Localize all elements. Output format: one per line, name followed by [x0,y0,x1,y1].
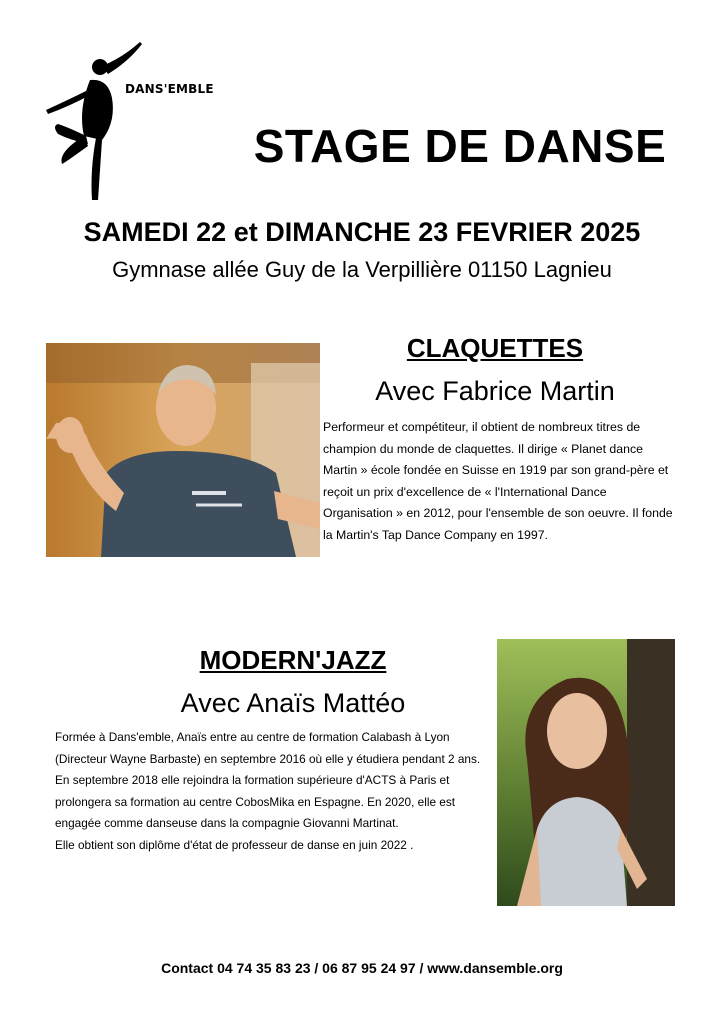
modernjazz-bio-diploma: Elle obtient son diplôme d'état de professeur de danse en juin 2022 . [55,837,414,852]
claquettes-bio-text: Performeur et compétiteur, il obtient de nombreux titres de champion du monde de claquettes. Il dirige « Planet dance Martin » école fondée en Suisse en 1919 par son grand-père et reçoit un prix d'excellence de « l'International Dance Organisation » en 2012, pour l'ensemble de son oeuvre. Il fonde la Martin's Tap Dance Company en 1997. [323,420,673,542]
modernjazz-bio-text: Formée à Dans'emble, Anaïs entre au centre de formation Calabash à Lyon (Directeur Wayne Barbaste) en septembre 2016 où elle y étudiera pendant 2 ans. En septembre 2018 elle rejoindra la formation supérieure d'ACTS à Paris et prolongera sa formation au centre CobosMika en Espagne. En 2020, elle est engagée comme danseuse dans la compagnie Giovanni Martinat. [55,730,481,831]
anais-matteo-photo [497,639,675,906]
claquettes-title: CLAQUETTES [406,333,584,363]
event-dates: SAMEDI 22 et DIMANCHE 23 FEVRIER 2025 [83,217,641,247]
page-title: STAGE DE DANSE [253,119,667,172]
dancer-logo-icon [40,40,150,205]
claquettes-bio [323,417,673,547]
event-venue: Gymnase allée Guy de la Verpillière 01150 Lagnieu [112,257,612,282]
brand-name: DANS'EMBLE [125,82,214,96]
modernjazz-bio [55,727,495,857]
claquettes-teacher: Avec Fabrice Martin [375,376,615,406]
fabrice-martin-photo [46,343,320,557]
modernjazz-teacher: Avec Anaïs Mattéo [180,688,406,718]
modernjazz-title: MODERN'JAZZ [199,645,387,675]
contact-info: Contact 04 74 35 83 23 / 06 87 95 24 97 / www.dansemble.org [161,960,563,976]
